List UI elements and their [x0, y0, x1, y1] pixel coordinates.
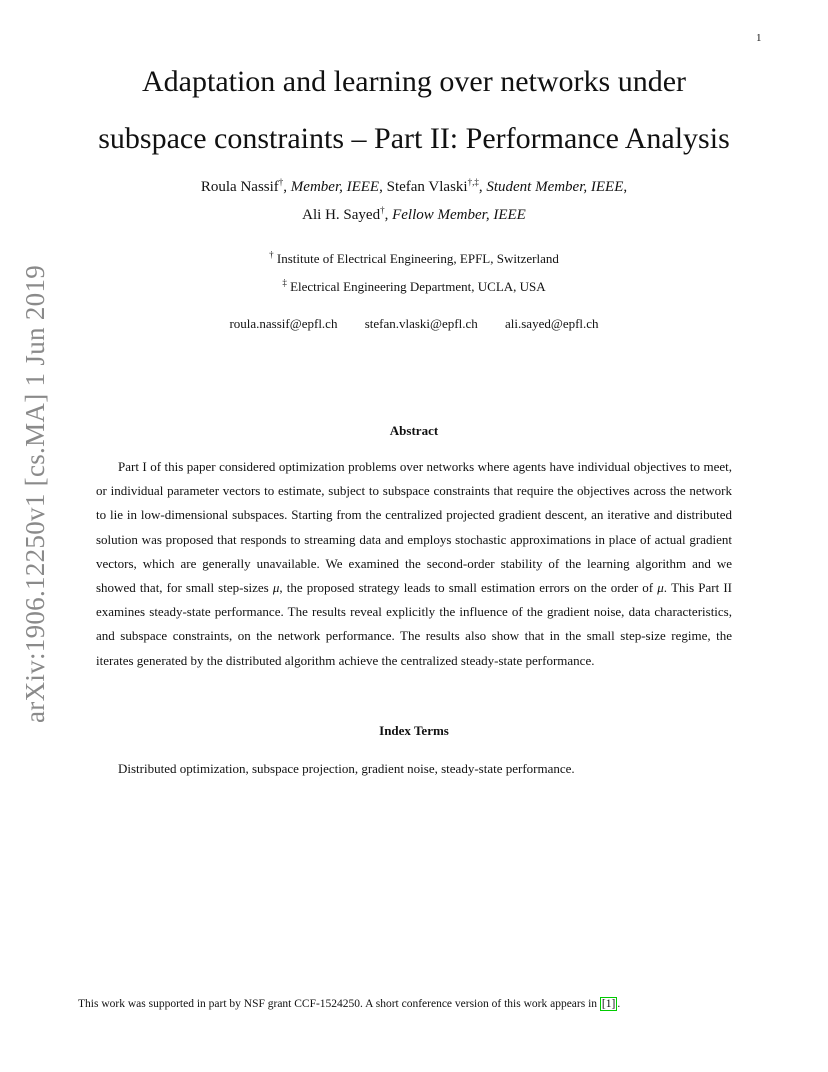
abstract-text-part: Part I of this paper considered optimization problems over networks where agents have individual objectives to meet, or individual parameter vectors to estimate, subject to subspace constraints that require the objectives across the network to lie in low-dimensional subspaces. Starting from the centralized projected gradient descent, an iterative and distributed solution was proposed that responds to streaming data and employs stochastic approximations in place of actual gradient vectors, which are generally unavailable. We examined the second-order stability of the learning algorithm and we showed that, for small step-sizes — [96, 459, 732, 596]
citation-link[interactable]: [1] — [601, 998, 616, 1010]
email-link[interactable]: stefan.vlaski@epfl.ch — [364, 316, 478, 331]
author-name: Ali H. Sayed — [302, 207, 381, 223]
author-role: Fellow Member, IEEE — [392, 207, 526, 223]
abstract-text-part: . This Part II examines steady-state performance. The results reveal explicitly the influence of the gradient noise, data characteristics, and subspace constraints, on the network performance. The results also show that in the small step-size regime, the iterates generated by the distributed algorithm achieve the centralized steady-state performance. — [96, 580, 732, 668]
affiliation-mark: † — [269, 249, 274, 260]
author-line-2: Ali H. Sayed†, Fellow Member, IEEE — [302, 205, 526, 223]
author-mark: † — [278, 177, 284, 187]
author-name: Roula Nassif — [200, 179, 279, 195]
arxiv-stamp: arXiv:1906.12250v1 [cs.MA] 1 Jun 2019 — [20, 264, 50, 723]
affiliation-1 — [0, 250, 828, 268]
email-link[interactable]: roula.nassif@epfl.ch — [229, 316, 338, 331]
author-mark: † — [380, 205, 385, 215]
abstract-heading: Abstract — [389, 423, 439, 438]
author-mark: †,‡ — [467, 177, 479, 187]
author-role: Member, IEEE — [290, 179, 380, 195]
abstract-text-part: , the proposed strategy leads to small estimation errors on the order of — [279, 580, 658, 596]
index-terms-text: Distributed optimization, subspace projection, gradient noise, steady-state performance. — [118, 761, 575, 776]
affiliation-text: Electrical Engineering Department, UCLA, USA — [290, 279, 546, 294]
author-line-1: Roula Nassif†, Member, IEEE, Stefan Vlaski†,‡, Student Member, IEEE, — [200, 177, 628, 195]
author-name: Stefan Vlaski — [386, 179, 468, 195]
email-list — [0, 315, 828, 333]
mu-symbol: μ — [657, 580, 664, 596]
affiliation-text: Institute of Electrical Engineering, EPFL, Switzerland — [276, 251, 559, 266]
footnote — [78, 996, 758, 1012]
paper-title-line-2: subspace constraints – Part II: Performance Analysis — [98, 122, 730, 155]
email-link[interactable]: ali.sayed@epfl.ch — [505, 316, 599, 331]
paper-title-line-1: Adaptation and learning over networks under — [142, 65, 686, 98]
page-number: 1 — [756, 32, 762, 44]
footnote-text-end: . — [617, 998, 621, 1010]
footnote-text: This work was supported in part by NSF grant CCF-1524250. A short conference version of this work appears in — [78, 998, 600, 1010]
abstract-text — [96, 455, 732, 673]
author-role: Student Member, IEEE — [486, 179, 624, 195]
mu-symbol: μ — [272, 580, 280, 596]
affiliation-2 — [0, 278, 828, 296]
index-terms-heading: Index Terms — [379, 723, 449, 738]
affiliation-mark: ‡ — [282, 277, 287, 288]
